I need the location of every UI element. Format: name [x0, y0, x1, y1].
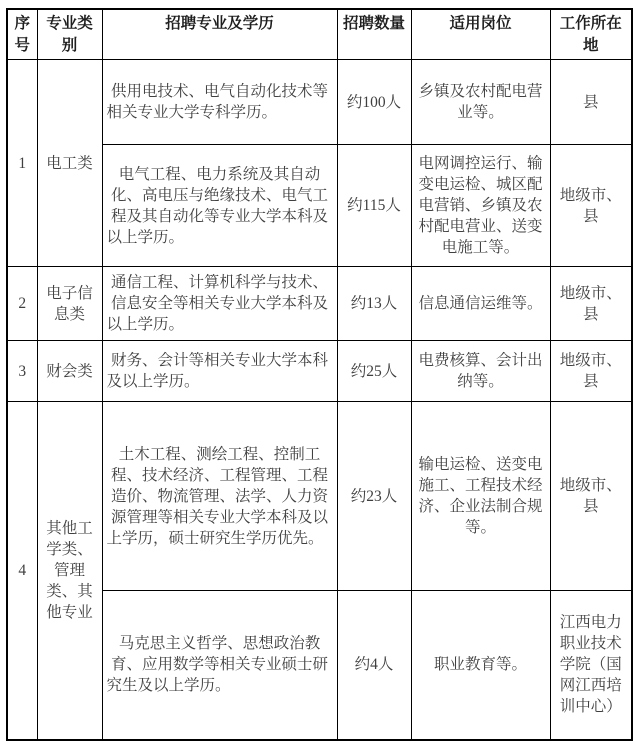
cell-location-4b: 江西电力职业技术学院（国网江西培训中心） [550, 591, 632, 740]
cell-positions-4b: 职业教育等。 [411, 591, 550, 740]
recruitment-table [6, 8, 633, 741]
cell-positions-3: 电费核算、会计出纳等。 [411, 341, 550, 402]
header-count: 招聘数量 [337, 9, 411, 60]
cell-positions-1b: 电网调控运行、输变电运检、城区配电营销、乡镇及农村配电营业、送变电施工等。 [411, 145, 550, 267]
header-positions: 适用岗位 [411, 9, 550, 60]
cell-majors-4b: 马克思主义哲学、思想政治教育、应用数学等相关专业硕士研究生及以上学历。 [102, 591, 337, 740]
cell-positions-4a: 输电运检、送变电施工、工程技术经济、企业法制合规等。 [411, 402, 550, 591]
table-row-3 [7, 341, 632, 402]
cell-category-2: 电子信息类 [37, 267, 102, 341]
cell-positions-2: 信息通信运维等。 [411, 267, 550, 341]
header-majors: 招聘专业及学历 [102, 9, 337, 60]
cell-seq-2: 2 [7, 267, 37, 341]
cell-count-1b: 约115人 [337, 145, 411, 267]
cell-majors-1a: 供用电技术、电气自动化技术等相关专业大学专科学历。 [102, 60, 337, 145]
table-row-1a [7, 60, 632, 145]
cell-location-1a: 县 [550, 60, 632, 145]
cell-location-4a: 地级市、县 [550, 402, 632, 591]
cell-count-2: 约13人 [337, 267, 411, 341]
table-row-4a [7, 402, 632, 591]
cell-seq-1: 1 [7, 60, 37, 267]
cell-count-1a: 约100人 [337, 60, 411, 145]
table-row-2 [7, 267, 632, 341]
header-category: 专业类别 [37, 9, 102, 60]
cell-seq-3: 3 [7, 341, 37, 402]
header-location: 工作所在地 [550, 9, 632, 60]
header-row [7, 9, 632, 60]
cell-seq-4: 4 [7, 402, 37, 740]
cell-positions-1a: 乡镇及农村配电营业等。 [411, 60, 550, 145]
header-seq: 序号 [7, 9, 37, 60]
cell-majors-4a: 土木工程、测绘工程、控制工程、技术经济、工程管理、工程造价、物流管理、法学、人力资源管理等相关专业大学本科及以上学历，硕士研究生学历优先。 [102, 402, 337, 591]
cell-category-4: 其他工学类、管理类、其他专业 [37, 402, 102, 740]
cell-location-1b: 地级市、县 [550, 145, 632, 267]
cell-location-2: 地级市、县 [550, 267, 632, 341]
cell-count-4b: 约4人 [337, 591, 411, 740]
cell-majors-1b: 电气工程、电力系统及其自动化、高电压与绝缘技术、电气工程及其自动化等专业大学本科及以上学历。 [102, 145, 337, 267]
cell-count-3: 约25人 [337, 341, 411, 402]
cell-location-3: 地级市、县 [550, 341, 632, 402]
cell-majors-3: 财务、会计等相关专业大学本科及以上学历。 [102, 341, 337, 402]
cell-count-4a: 约23人 [337, 402, 411, 591]
cell-category-1: 电工类 [37, 60, 102, 267]
cell-majors-2: 通信工程、计算机科学与技术、信息安全等相关专业大学本科及以上学历。 [102, 267, 337, 341]
cell-category-3: 财会类 [37, 341, 102, 402]
